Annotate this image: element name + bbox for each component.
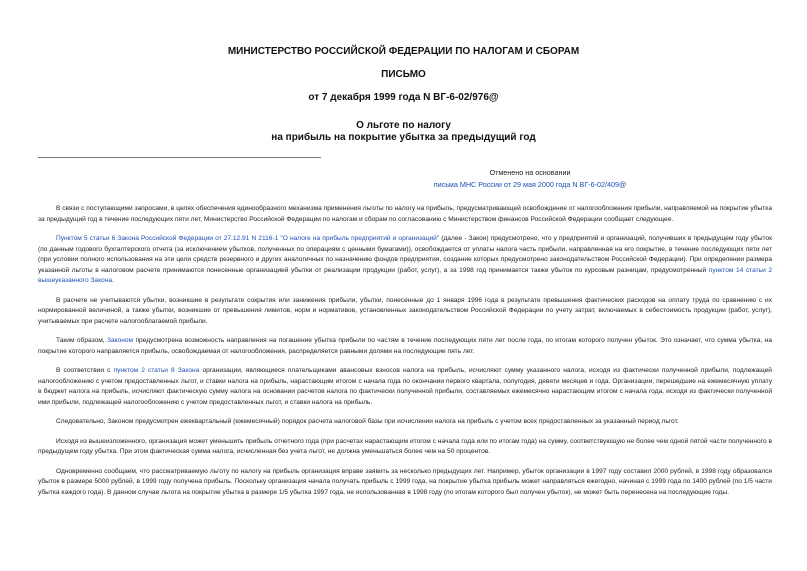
document-type: ПИСЬМО <box>381 69 426 80</box>
law-reference-link[interactable]: пунктом 14 статьи 2 вышеуказанного Закона <box>38 266 772 284</box>
paragraph-text: В соответствии с <box>56 367 114 374</box>
paragraph-text: В расчете не учитываются убытки, возникшие в результате сокрытия или занижения прибыли, убытки, понесенные до 1 января 1996 года в результате превышения фактических расходов на оплату труда по сравнению с их нормированной величиной, а также убытки, возникшие от превышения лимитов, норм и нормативов, установленных законодательством Российской Федерации по учету затрат, включаемых в себестоимость продукции (работ, услуг), учитываемых при расчете налогооблагаемой прибыли. <box>38 296 772 325</box>
paragraph-text: Таким образом, <box>56 337 107 344</box>
paragraph-text: организации, являющиеся плательщиками авансовых взносов налога на прибыль, исчисляют сумму указанного налога, исходя из фактически полученной прибыли, подлежащей налогообложению с учетом предоставленных льгот, и ставки налога на прибыль, нарастающим итогом с начала года по окончании первого квартала, полугодия, девяти месяцев и года. Организации, перешедшие на ежемесячную уплату в бюджет налога на прибыль, исчисляют фактическую сумму налога на основании расчетов налога по фактически полученной прибыли, составляемых ежемесячно нарастающим итогом с начала года, исходя из фактически полученной ими прибыли, подлежащей налогообложению с учетом предоставленных льгот, и ставки налога на прибыль. <box>38 367 772 406</box>
body-paragraph <box>38 467 772 499</box>
body-paragraph <box>38 296 772 328</box>
document-date-number: от 7 декабря 1999 года N ВГ-6-02/976@ <box>308 92 499 103</box>
paragraph-text: В связи с поступающими запросами, в целях обеспечения единообразного механизма применения льготы по налогу на прибыль, предусматривающей освобождение от налогообложения прибыли, направляемой на покрытие убытка за предыдущий год в течение последующих пяти лет, Министерство Российской Федерации по налогам и сборам по согласованию с Министерством финансов Российской Федерации сообщает следующее. <box>38 205 772 223</box>
paragraph-text: (далее - Закон) предусмотрено, что у предприятий и организаций, получивших в предыдущем году убыток (по данным годового бухгалтерского отчета (за исключением убытков, полученных по операциям с ценными бумагами)), освобождается от уплаты налога часть прибыли, направленная на его покрытие, в течение последующих пяти лет (при условии полного использования на эти цели средств резервного и других аналогичных по назначению фондов предприятия, создание которых предусмотрено законодательством Российской Федерации). При определении размера указанной льготы в налоговом расчете принимаются понесенные организацией убытки от реализации продукции (работ, услуг), а за 1998 год принимается также убыток по курсовым разницам, предусмотренный <box>38 235 772 274</box>
document-title-line2: на прибыль на покрытие убытка за предыдущий год <box>271 132 536 143</box>
law-reference-link[interactable]: Законом <box>106 337 134 344</box>
ministry-heading: МИНИСТЕРСТВО РОССИЙСКОЙ ФЕДЕРАЦИИ ПО НАЛОГАМ И СБОРАМ <box>227 46 580 57</box>
repeal-note <box>400 167 660 191</box>
repeal-link[interactable]: письма МНС России от 29 мая 2000 года N ВГ-6-02/409@ <box>433 180 627 189</box>
body-paragraph <box>38 336 772 357</box>
law-reference-link[interactable]: Пунктом 5 статьи 6 Закона Российской Федерации от 27.12.91 N 2116-1 "О налоге на прибыль предприятий и организаций" <box>56 235 440 242</box>
body-paragraph <box>38 204 772 225</box>
body-paragraph <box>38 234 772 287</box>
body-paragraph <box>38 437 772 458</box>
document-body <box>38 204 772 507</box>
document-title-line1: О льготе по налогу <box>356 120 451 131</box>
repeal-note-text: Отменено на основании <box>489 168 571 177</box>
separator-line <box>38 157 321 158</box>
paragraph-text: Исходя из вышеизложенного, организация может уменьшить прибыль отчетного года (при расчетах нарастающим итогом с начала года или по итогам года) на сумму, соответствующую не более чем одной пятой части полученного в предыдущем году убытка. При этом фактическая сумма налога, исчисленная без учета льгот, не должна уменьшаться более чем на 50 процентов. <box>38 437 772 455</box>
body-paragraph <box>38 417 772 428</box>
paragraph-text: . <box>112 277 114 284</box>
paragraph-text: Одновременно сообщаем, что рассматриваемую льготу по налогу на прибыль организация вправе заявить за несколько предыдущих лет. Например, убыток организации в 1997 году составил 2000 рублей, в 1998 году образовался убыток в размере 5000 рублей, в 1999 году получена прибыль. Поскольку организация начала получать прибыль с 1999 года, на покрытие убытка прибыль может направляться ежегодно, начиная с 1999 года по 1400 рублей (по 1/5 части убытка каждого года). В данном случае льгота на покрытие убытка в размере 1/5 убытка 1997 года, не использованная в 1998 году (по итогам которого был получен убыток), не может быть перенесена на последующие годы. <box>38 467 772 496</box>
paragraph-text: Следовательно, Законом предусмотрен ежеквартальный (ежемесячный) порядок расчета налоговой базы при исчислении налога на прибыль с учетом всех предоставленных за указанный период льгот. <box>56 418 679 425</box>
law-reference-link[interactable]: пунктом 2 статьи 8 Закона <box>113 367 200 374</box>
body-paragraph <box>38 366 772 408</box>
paragraph-text: предусмотрена возможность направления на погашение убытка прибыли по частям в течение последующих пяти лет после года, по итогам которого получен убыток. Это означает, что сумма убытка, на покрытие которого направляется прибыль, освобождаемая от налогообложения, распределяется равными долями на последующие пять лет. <box>38 337 772 355</box>
